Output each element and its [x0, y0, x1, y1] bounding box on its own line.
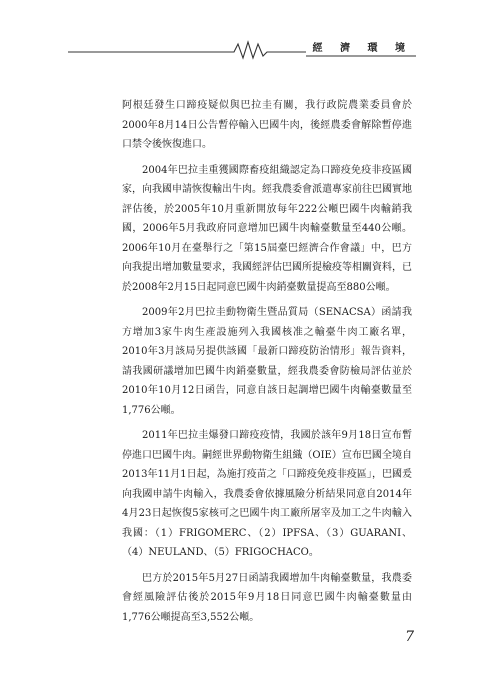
- page-header: [68, 38, 416, 60]
- paragraph: 2004年巴拉圭重獲國際畜疫組織認定為口蹄疫免疫非疫區國家，向我國申請恢復輸出牛肉。經我農委會派遣專家前往巴國實地評估後，於2005年10月重新開放每年222公噸巴國牛肉輸銷我國，2006年5月我政府同意增加巴國牛肉輸臺數量至440公噸。2006年10月在臺舉行之「第15屆臺巴經濟合作會議」中，巴方向我提出增加數量要求，我國經評估巴國所提檢疫等相關資料，已於2008年2月15日起同意巴國牛肉銷臺數量提高至880公噸。: [122, 164, 412, 293]
- paragraph: 阿根廷發生口蹄疫疑似與巴拉圭有關，我行政院農業委員會於2000年8月14日公告暫停輸入巴國牛肉，後經農委會解除暫停進口禁令後恢復進口。: [122, 100, 412, 150]
- paragraph: 2011年巴拉圭爆發口蹄疫疫情，我國於該年9月18日宣布暫停進口巴國牛肉。嗣經世界動物衛生組織（OIE）宣布巴國全境自2013年11月1日起，為施打疫苗之「口蹄疫免疫非疫區」，巴國爰向我國申請牛肉輸入，我農委會依據風險分析結果同意自2014年4月23日起恢復5家核可之巴國牛肉工廠所屠宰及加工之牛肉輸入我國：（1）FRIGOMERC、（2）IPFSA、（3）GUARANI、（4）NEULAND、（5）FRIGOCHACO。: [122, 430, 412, 558]
- paragraph: 巴方於2015年5月27日函請我國增加牛肉輸臺數量，我農委會經風險評估後於2015年9月18日同意巴國牛肉輸臺數量由1,776公噸提高至3,552公噸。: [122, 572, 412, 623]
- paragraph: 2009年2月巴拉圭動物衛生暨品質局（SENACSA）函請我方增加3家牛肉生產設施列入我國核准之輸臺牛肉工廠名單，2010年3月該局另提供該國「最新口蹄疫防治情形」報告資料，請我國研議增加巴國牛肉銷臺數量，經我農委會防檢局評估並於2010年10月12日函告，同意自該日起調增巴國牛肉輸臺數量至1,776公噸。: [122, 307, 412, 416]
- section-title: 經 濟 環 境: [312, 43, 412, 54]
- body-text: [122, 96, 412, 633]
- page-number: 7: [405, 629, 414, 645]
